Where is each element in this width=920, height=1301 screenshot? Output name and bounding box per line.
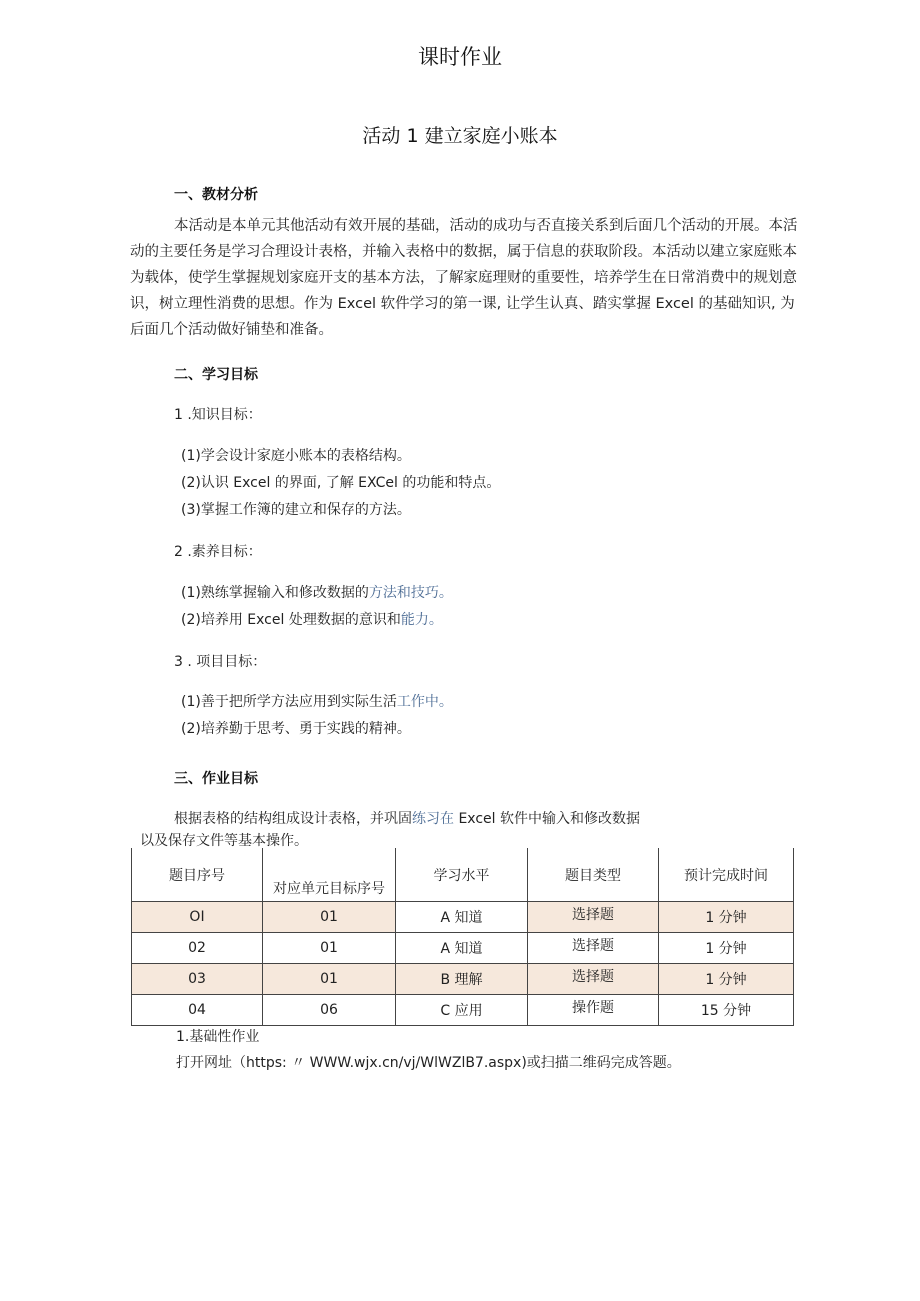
table-cell: 1 分钟 (659, 902, 794, 933)
homework-goal-line: 根据表格的结构组成设计表格，并巩固练习在 Excel 软件中输入和修改数据 (174, 811, 640, 827)
knowledge-goal-item: (3)掌握工作簿的建立和保存的方法。 (181, 502, 411, 518)
table-cell: 15 分钟 (659, 995, 794, 1026)
table-cell: 06 (263, 995, 396, 1026)
table-header-cell: 题目序号 (132, 848, 263, 902)
table-cell: 选择题 (528, 964, 659, 995)
table-cell: 02 (132, 933, 263, 964)
table-cell: 04 (132, 995, 263, 1026)
table-cell: 01 (263, 933, 396, 964)
basic-homework-heading: 1.基础性作业 (176, 1029, 260, 1045)
table-cell: 操作题 (528, 995, 659, 1026)
table-cell: 1 分钟 (659, 933, 794, 964)
knowledge-goal-item: (2)认识 Excel 的界面, 了解 EXCel 的功能和特点。 (181, 475, 501, 491)
literacy-goal-item: (2)培养用 Excel 处理数据的意识和能力。 (181, 612, 443, 628)
table-header-row (132, 848, 794, 902)
analysis-text: 本活动是本单元其他活动有效开展的基础，活动的成功与否直接关系到后面几个活动的开展。本活动的主要任务是学习合理设计表格，并输入表格中的数据，属于信息的获取阶段。本活动以建立家庭账本为载体，使学生掌握规划家庭开支的基本方法，了解家庭理财的重要性，培养学生在日常消费中的规划意识，树立理性消费的思想。作为 Excel 软件学习的第一课, 让学生认真、踏实掌握 Excel 的基础知识, 为后面几个活动做好铺垫和准备。 (130, 218, 798, 338)
knowledge-goal-label: 1 .知识目标： (174, 407, 262, 423)
homework-goal-line: 以及保存文件等基本操作。 (140, 833, 308, 849)
table-cell: 选择题 (528, 933, 659, 964)
project-goal-item: (1)善于把所学方法应用到实际生活工作中。 (181, 694, 453, 710)
table-cell: 01 (263, 902, 396, 933)
table-cell: 选择题 (528, 902, 659, 933)
literacy-goal-item: (1)熟练掌握输入和修改数据的方法和技巧。 (181, 585, 453, 601)
section-heading-analysis: 一、教材分析 (174, 187, 258, 203)
knowledge-goal-item: (1)学会设计家庭小账本的表格结构。 (181, 448, 411, 464)
table-cell: B 理解 (396, 964, 528, 995)
table-cell: 01 (263, 964, 396, 995)
table-cell: A 知道 (396, 902, 528, 933)
activity-subtitle: 活动 1 建立家庭小账本 (362, 125, 558, 147)
table-header-cell: 题目类型 (528, 848, 659, 902)
table-cell: OI (132, 902, 263, 933)
analysis-paragraph (130, 213, 802, 343)
table-cell: C 应用 (396, 995, 528, 1026)
section-heading-homework-goals: 三、作业目标 (174, 771, 258, 787)
table-cell: 1 分钟 (659, 964, 794, 995)
table-header-cell: 学习水平 (396, 848, 528, 902)
table-header-cell: 预计完成时间 (659, 848, 794, 902)
project-goal-label: 3 . 项目目标： (174, 654, 267, 670)
project-goal-item: (2)培养勤于思考、勇于实践的精神。 (181, 721, 411, 737)
table-row (132, 995, 794, 1026)
homework-goals-table (131, 848, 794, 1026)
table-row (132, 964, 794, 995)
literacy-goal-label: 2 .素养目标： (174, 544, 262, 560)
table-cell: A 知道 (396, 933, 528, 964)
table-row (132, 902, 794, 933)
table-header-cell: 对应单元目标序号 (263, 848, 396, 902)
section-heading-goals: 二、学习目标 (174, 367, 258, 383)
table-row (132, 933, 794, 964)
basic-homework-text: 打开网址（https: 〃 WWW.wjx.cn/vj/WlWZlB7.aspx)或扫描二维码完成答题。 (176, 1055, 681, 1071)
page-title: 课时作业 (418, 45, 502, 69)
table-cell: 03 (132, 964, 263, 995)
